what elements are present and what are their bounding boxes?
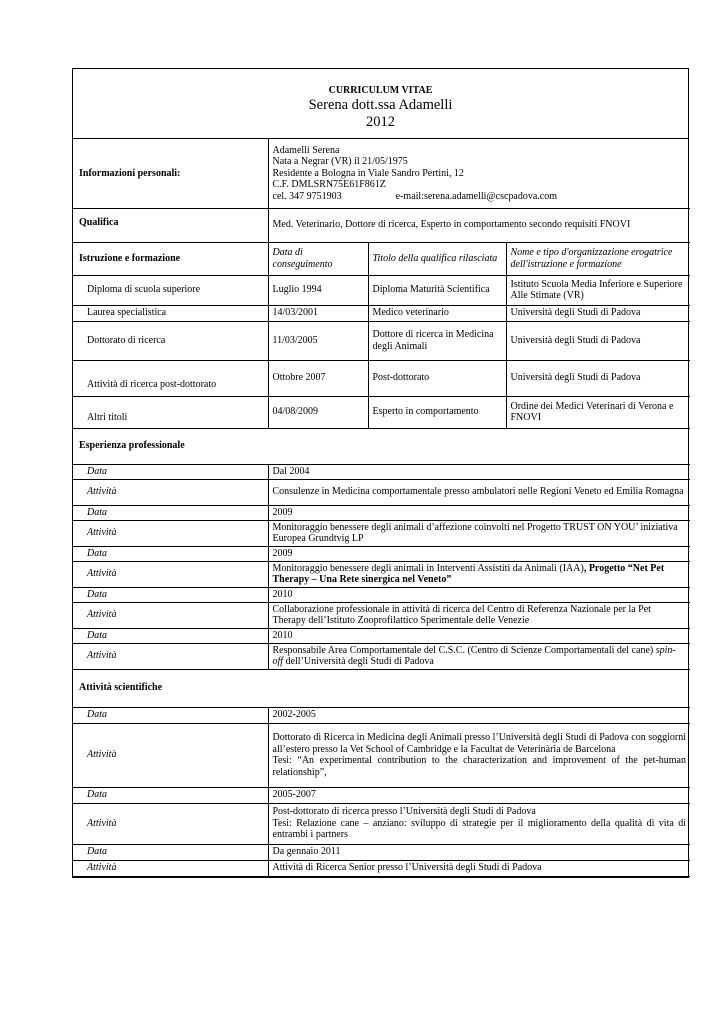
science-date: 2005-2007 — [268, 787, 690, 803]
istruzione-row-org: Università degli Studi di Padova — [506, 321, 690, 360]
istruzione-row-title: Diploma Maturità Scientifica — [368, 275, 506, 305]
istruzione-row — [73, 360, 690, 396]
experience-date-row — [73, 628, 690, 643]
cv-header — [73, 69, 688, 139]
istruzione-row-date: 11/03/2005 — [268, 321, 368, 360]
personal-name: Adamelli Serena — [272, 144, 340, 156]
personal-contacts — [273, 191, 687, 203]
istruzione-row-org: Università degli Studi di Padova — [506, 305, 690, 321]
istruzione-row — [73, 305, 690, 321]
istruzione-row-date: 04/08/2009 — [268, 396, 368, 428]
date-label: Data — [73, 546, 268, 561]
activity-label: Attività — [73, 520, 268, 546]
science-activity-thesis: Tesi: Relazione cane – anziano: sviluppo di strategie per il miglioramento della qualità di vita di entrambi i partners — [272, 817, 686, 841]
science-date-row — [73, 707, 690, 723]
cv-year: 2012 — [366, 114, 395, 130]
istruzione-row-date: 14/03/2001 — [268, 305, 368, 321]
experience-date: 2010 — [268, 628, 690, 643]
activity-label: Attività — [73, 643, 268, 669]
istruzione-row-org: Ordine dei Medici Veterinari di Verona e FNOVI — [506, 396, 690, 428]
scientifiche-label: Attività scientifiche — [73, 669, 690, 707]
istruzione-row-label: Attività di ricerca post-dottorato — [73, 360, 268, 396]
cv-supertitle: CURRICULUM VITAE — [328, 85, 433, 96]
personal-info-value — [268, 139, 690, 208]
experience-activity-part: spin-off — [272, 644, 676, 667]
cv-document — [72, 68, 689, 878]
personal-phone: cel. 347 9751903 — [272, 190, 342, 202]
col-org-header: Nome e tipo d'organizzazione erogatrice dell'istruzione e formazione — [506, 242, 690, 275]
col-title-header: Titolo della qualifica rilasciata — [368, 242, 506, 275]
istruzione-row-label: Altri titoli — [73, 396, 268, 428]
scientifiche-header-row — [73, 669, 690, 707]
istruzione-row-date: Luglio 1994 — [268, 275, 368, 305]
istruzione-header-row — [73, 242, 690, 275]
personal-info-label: Informazioni personali: — [73, 139, 268, 208]
experience-date-row — [73, 464, 690, 479]
science-activity: Attività di Ricerca Senior presso l’Università degli Studi di Padova — [268, 860, 690, 876]
istruzione-row-date: Ottobre 2007 — [268, 360, 368, 396]
experience-activity — [268, 643, 690, 669]
personal-birth: Nata a Negrar (VR) il 21/05/1975 — [272, 156, 408, 167]
istruzione-row — [73, 396, 690, 428]
qualifica-value: Med. Veterinario, Dottore di ricerca, Esperto in comportamento secondo requisiti FNOVI — [268, 208, 690, 242]
science-activity-row — [73, 803, 690, 844]
esperienza-label: Esperienza professionale — [73, 428, 690, 464]
experience-activity-row — [73, 643, 690, 669]
experience-date: Dal 2004 — [268, 464, 690, 479]
istruzione-row-title: Dottore di ricerca in Medicina degli Animali — [368, 321, 506, 360]
activity-label: Attività — [73, 561, 268, 587]
experience-date-row — [73, 546, 690, 561]
istruzione-label: Istruzione e formazione — [73, 242, 268, 275]
istruzione-row-label: Dottorato di ricerca — [73, 321, 268, 360]
cv-table — [73, 139, 690, 877]
science-activity — [268, 723, 690, 787]
experience-activity: Collaborazione professionale in attività di ricerca del Centro di Referenza Nazionale per la Pet Therapy dell’Istituto Zooprofilattico Sperimentale delle Venezie — [268, 602, 690, 628]
istruzione-row — [73, 321, 690, 360]
science-date: Da gennaio 2011 — [268, 844, 690, 860]
date-label: Data — [73, 707, 268, 723]
qualifica-label: Qualifica — [73, 208, 268, 242]
date-label: Data — [73, 844, 268, 860]
experience-date: 2010 — [268, 587, 690, 602]
personal-address: Residente a Bologna in Viale Sandro Pertini, 12 — [272, 167, 464, 179]
experience-activity — [268, 561, 690, 587]
experience-activity-row — [73, 520, 690, 546]
personal-info-row — [73, 139, 690, 208]
experience-activity: Monitoraggio benessere degli animali d’affezione coinvolti nel Progetto TRUST ON YOU’ iniziativa Europea Grundtvig LP — [268, 520, 690, 546]
experience-date-row — [73, 587, 690, 602]
science-activity-thesis: Tesi: “An experimental contribution to the characterization and improvement of the pet-human relationship”, — [272, 755, 686, 778]
science-date-row — [73, 787, 690, 803]
istruzione-row-org: Università degli Studi di Padova — [506, 360, 690, 396]
activity-label: Attività — [73, 602, 268, 628]
experience-activity-part: Monitoraggio benessere degli animali in Interventi Assistiti da Animali (IAA) — [272, 562, 584, 574]
science-activity-row — [73, 723, 690, 787]
activity-label: Attività — [73, 723, 268, 787]
istruzione-row-title: Medico veterinario — [368, 305, 506, 321]
experience-activity-row — [73, 561, 690, 587]
experience-activity-part: , Progetto “Net Pet Therapy – Una Rete sinergica nel Veneto” — [272, 562, 665, 585]
experience-activity-part: dell’Università degli Studi di Padova — [283, 656, 434, 667]
science-activity-main: Dottorato di Ricerca in Medicina degli Animali presso l’Università degli Studi di Padova con soggiorni all’estero presso la Vet School of Cambridge e la Facultat de Veterinària de Barcelona — [272, 732, 686, 755]
experience-activity: Consulenze in Medicina comportamentale presso ambulatori nelle Regioni Veneto ed Emilia Romagna — [268, 479, 690, 505]
experience-activity-row — [73, 479, 690, 505]
istruzione-row-title: Post-dottorato — [368, 360, 506, 396]
col-date-header: Data di conseguimento — [268, 242, 368, 275]
science-activity-row — [73, 860, 690, 876]
activity-label: Attività — [73, 860, 268, 876]
istruzione-row-title: Esperto in comportamento — [368, 396, 506, 428]
date-label: Data — [73, 628, 268, 643]
date-label: Data — [73, 464, 268, 479]
experience-date-row — [73, 505, 690, 520]
cv-person-name: Serena dott.ssa Adamelli — [308, 97, 453, 113]
experience-date: 2009 — [268, 546, 690, 561]
istruzione-row-label: Laurea specialistica — [73, 305, 268, 321]
science-date-row — [73, 844, 690, 860]
experience-date: 2009 — [268, 505, 690, 520]
esperienza-header-row — [73, 428, 690, 464]
science-activity — [268, 803, 690, 844]
personal-tax-code: C.F. DMLSRN75E61F861Z — [272, 179, 386, 190]
istruzione-row-label: Diploma di scuola superiore — [73, 275, 268, 305]
qualifica-row — [73, 208, 690, 242]
science-date: 2002-2005 — [268, 707, 690, 723]
science-activity-main: Post-dottorato di ricerca presso l’Università degli Studi di Padova — [272, 806, 536, 818]
experience-activity-part: Responsabile Area Comportamentale del C.S.C. (Centro di Scienze Comportamentali del cane) — [272, 644, 656, 656]
date-label: Data — [73, 505, 268, 520]
date-label: Data — [73, 587, 268, 602]
experience-activity-row — [73, 602, 690, 628]
activity-label: Attività — [73, 803, 268, 844]
date-label: Data — [73, 787, 268, 803]
personal-email: e-mail:serena.adamelli@cscpadova.com — [395, 190, 558, 202]
istruzione-row-org: Istituto Scuola Media Inferiore e Superiore Alle Stimate (VR) — [506, 275, 690, 305]
activity-label: Attività — [73, 479, 268, 505]
istruzione-row — [73, 275, 690, 305]
